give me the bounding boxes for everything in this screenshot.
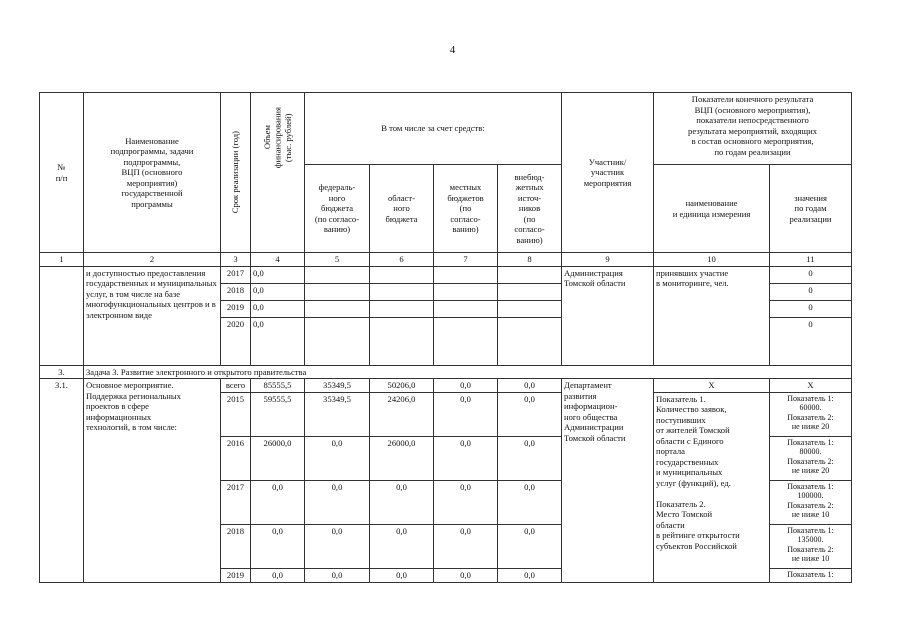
- federal-cell: 0,0: [305, 480, 370, 524]
- task-title: Задача 3. Развитие электронного и открытого правительства: [84, 365, 852, 379]
- year-cell: 2015: [221, 392, 251, 436]
- regional-cell: [370, 283, 434, 300]
- column-number: 7: [434, 253, 498, 267]
- header-num: № п/п: [40, 93, 84, 253]
- header-indicators-group: Показатели конечного результата ВЦП (основного мероприятия), показатели непосредственного результата мероприятий, входящих в состав основного мероприятия, по годам реализации: [654, 93, 852, 165]
- value-cell: 0: [770, 266, 852, 283]
- table-row: [40, 379, 852, 393]
- header-sources-group: В том числе за счет средств:: [305, 93, 562, 165]
- header-regional: област- ного бюджета: [370, 165, 434, 253]
- volume-cell: 0,0: [251, 266, 305, 283]
- value-cell: 0: [770, 283, 852, 300]
- column-number: 4: [251, 253, 305, 267]
- block2-name: Основное мероприятие. Поддержка региональных проектов в сфере информационных технологий, в том числе:: [84, 379, 221, 583]
- extra-cell: 0,0: [498, 524, 562, 568]
- block2-num: 3.1.: [40, 379, 84, 583]
- value-cell: Показатель 1: 60000. Показатель 2: не ниже 20: [770, 392, 852, 436]
- local-cell: 0,0: [434, 379, 498, 393]
- value-x: Х: [770, 379, 852, 393]
- table-row: [40, 266, 852, 283]
- regional-cell: 50206,0: [370, 379, 434, 393]
- regional-cell: 24206,0: [370, 392, 434, 436]
- volume-cell: 0,0: [251, 300, 305, 317]
- regional-cell: 0,0: [370, 480, 434, 524]
- local-cell: 0,0: [434, 480, 498, 524]
- value-cell: Показатель 1: 80000. Показатель 2: не ниже 20: [770, 436, 852, 480]
- regional-cell: [370, 300, 434, 317]
- value-cell: Показатель 1: 135000. Показатель 2: не ниже 10: [770, 524, 852, 568]
- federal-cell: 35349,5: [305, 392, 370, 436]
- block2-indicators: Показатель 1. Количество заявок, поступивших от жителей Томской области с Единого портала государственных и муниципальных услуг (функций), ед. Показатель 2. Место Томской области в рейтинге открытости субъектов Российской: [654, 392, 770, 582]
- federal-cell: [305, 266, 370, 283]
- regional-cell: 0,0: [370, 568, 434, 582]
- header-volume-text: Объем финансирования (тыс. рублей): [261, 107, 293, 169]
- block1-indicator: принявших участие в мониторинге, чел.: [654, 266, 770, 365]
- value-cell: Показатель 1:: [770, 568, 852, 582]
- header-ind-values: значения по годам реализации: [770, 165, 852, 253]
- volume-cell: 0,0: [251, 568, 305, 582]
- federal-cell: [305, 283, 370, 300]
- column-number: 1: [40, 253, 84, 267]
- extra-cell: [498, 317, 562, 365]
- volume-cell: 0,0: [251, 480, 305, 524]
- volume-cell: 0,0: [251, 524, 305, 568]
- extra-cell: [498, 300, 562, 317]
- year-cell: 2016: [221, 436, 251, 480]
- federal-cell: 0,0: [305, 568, 370, 582]
- local-cell: 0,0: [434, 524, 498, 568]
- federal-cell: 0,0: [305, 524, 370, 568]
- column-number-row: [40, 253, 852, 267]
- header-period: [221, 93, 251, 253]
- extra-cell: 0,0: [498, 436, 562, 480]
- extra-cell: 0,0: [498, 379, 562, 393]
- task-row: [40, 365, 852, 379]
- local-cell: 0,0: [434, 568, 498, 582]
- column-number: 3: [221, 253, 251, 267]
- header-period-text: Срок реализации (год): [230, 131, 241, 214]
- column-number: 6: [370, 253, 434, 267]
- header-volume: [251, 93, 305, 253]
- federal-cell: [305, 300, 370, 317]
- column-number: 9: [562, 253, 654, 267]
- column-number: 10: [654, 253, 770, 267]
- header-local: местных бюджетов (по согласо- ванию): [434, 165, 498, 253]
- header-ind-name: наименование и единица измерения: [654, 165, 770, 253]
- header-participant: Участник/ участник мероприятия: [562, 93, 654, 253]
- block1-participant: Администрация Томской области: [562, 266, 654, 365]
- local-cell: [434, 317, 498, 365]
- year-cell: 2017: [221, 266, 251, 283]
- year-cell: 2019: [221, 300, 251, 317]
- local-cell: [434, 266, 498, 283]
- year-cell: 2018: [221, 283, 251, 300]
- header-name: Наименование подпрограммы, задачи подпрограммы, ВЦП (основного мероприятия) государственной программы: [84, 93, 221, 253]
- row-num-empty: [40, 266, 84, 365]
- value-cell: Показатель 1: 100000. Показатель 2: не ниже 10: [770, 480, 852, 524]
- page-number: 4: [449, 44, 456, 56]
- header-extra: внебюд- жетных источ- ников (по согласо- ванию): [498, 165, 562, 253]
- task-num: 3.: [40, 365, 84, 379]
- federal-cell: [305, 317, 370, 365]
- year-cell: всего: [221, 379, 251, 393]
- volume-cell: 59555,5: [251, 392, 305, 436]
- extra-cell: 0,0: [498, 568, 562, 582]
- value-cell: 0: [770, 300, 852, 317]
- indicator-x: Х: [654, 379, 770, 393]
- regional-cell: [370, 266, 434, 283]
- column-number: 8: [498, 253, 562, 267]
- regional-cell: [370, 317, 434, 365]
- block1-name: и доступностью предоставления государственных и муниципальных услуг, в том числе на базе многофункциональных центров и в электронном виде: [84, 266, 221, 365]
- extra-cell: 0,0: [498, 480, 562, 524]
- column-number: 11: [770, 253, 852, 267]
- federal-cell: 0,0: [305, 436, 370, 480]
- column-number: 5: [305, 253, 370, 267]
- volume-cell: 0,0: [251, 283, 305, 300]
- local-cell: 0,0: [434, 436, 498, 480]
- local-cell: [434, 300, 498, 317]
- value-cell: 0: [770, 317, 852, 365]
- extra-cell: 0,0: [498, 392, 562, 436]
- volume-cell: 26000,0: [251, 436, 305, 480]
- year-cell: 2020: [221, 317, 251, 365]
- year-cell: 2017: [221, 480, 251, 524]
- column-number: 2: [84, 253, 221, 267]
- year-cell: 2018: [221, 524, 251, 568]
- extra-cell: [498, 283, 562, 300]
- volume-cell: 0,0: [251, 317, 305, 365]
- local-cell: 0,0: [434, 392, 498, 436]
- federal-cell: 35349,5: [305, 379, 370, 393]
- local-cell: [434, 283, 498, 300]
- block2-participant: Департамент развития информацион- ного общества Администрации Томской области: [562, 379, 654, 583]
- year-cell: 2019: [221, 568, 251, 582]
- regional-cell: 26000,0: [370, 436, 434, 480]
- program-table: [39, 92, 852, 583]
- regional-cell: 0,0: [370, 524, 434, 568]
- header-federal: федераль- ного бюджета (по согласо- ванию): [305, 165, 370, 253]
- volume-cell: 85555,5: [251, 379, 305, 393]
- extra-cell: [498, 266, 562, 283]
